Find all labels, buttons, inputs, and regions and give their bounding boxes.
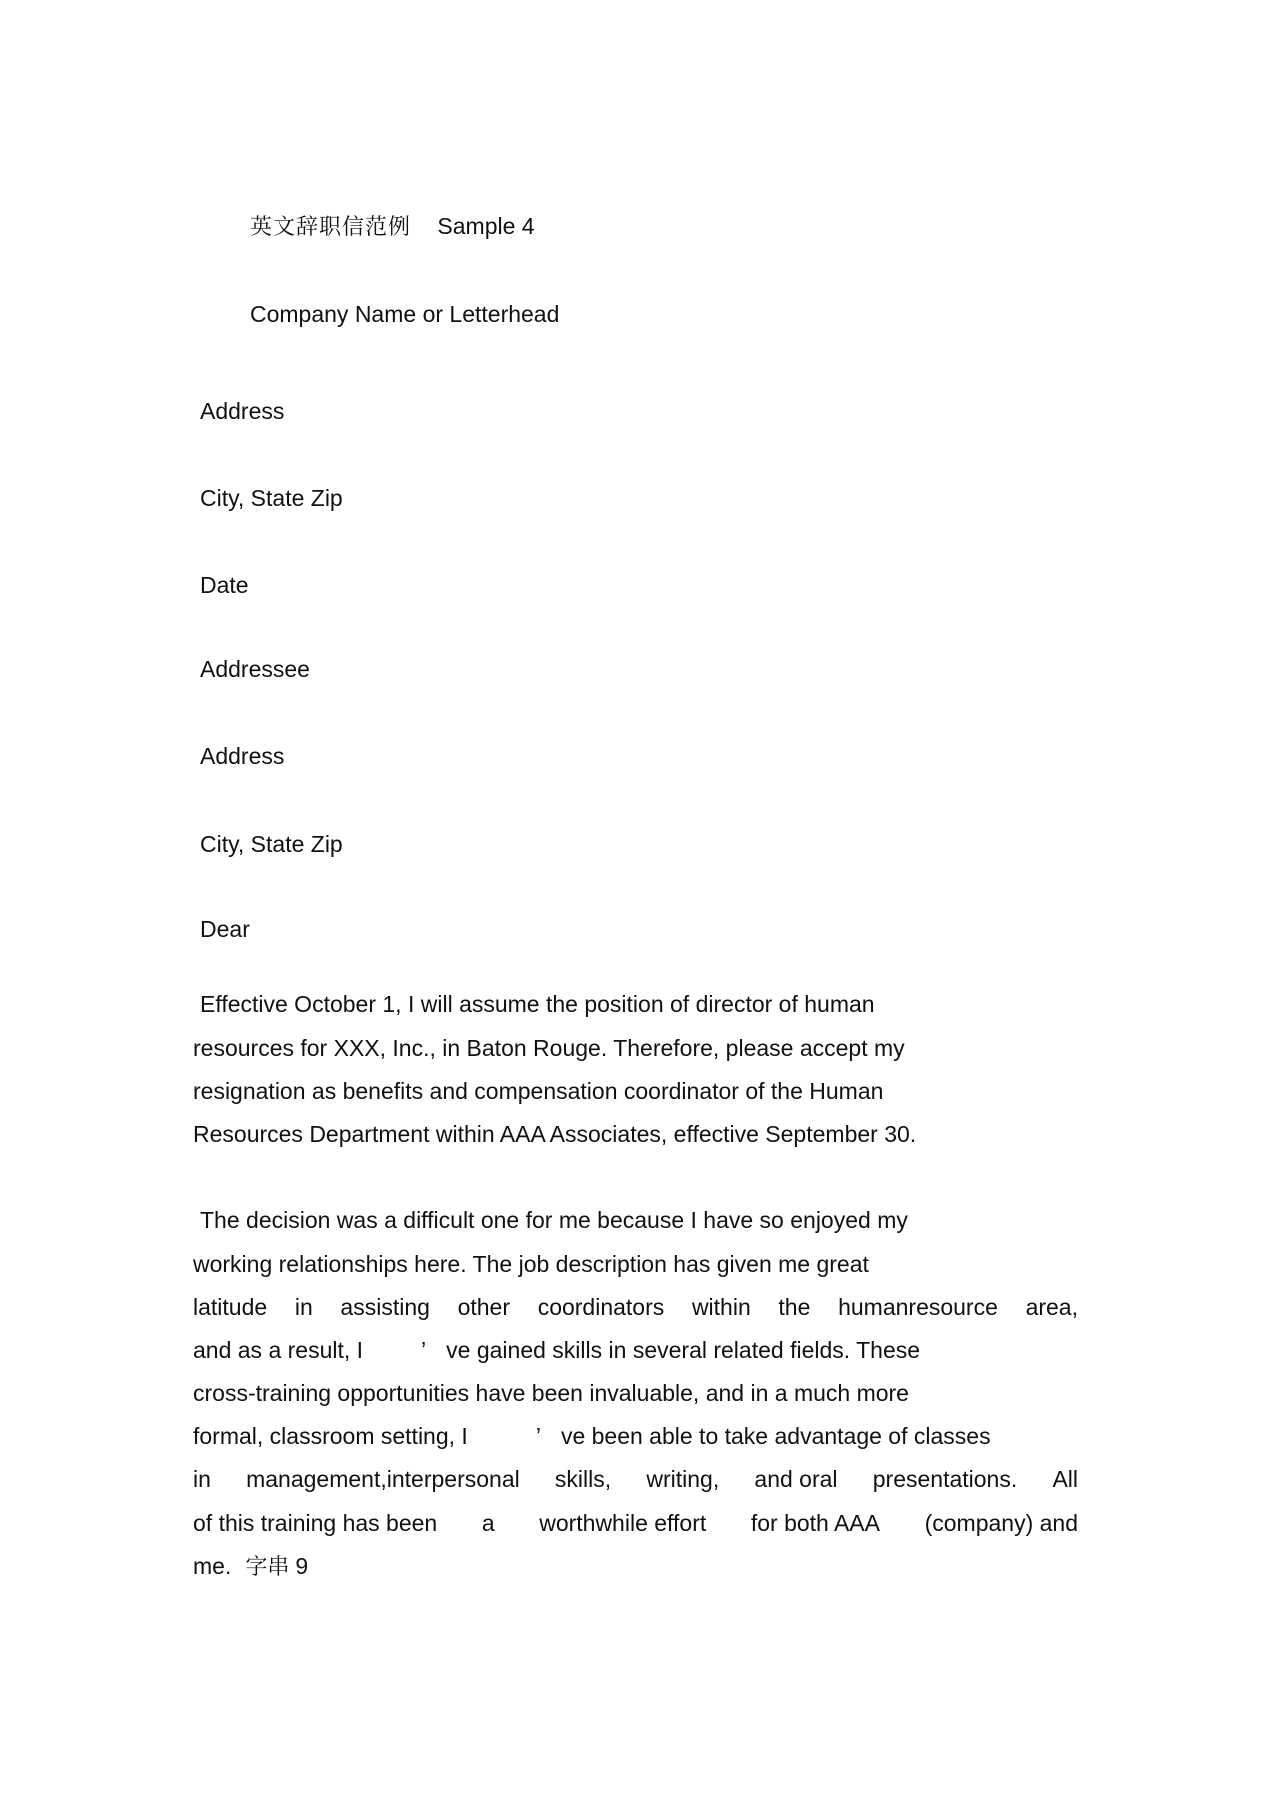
word: skills, [554,1466,612,1492]
word: coordinators [537,1294,665,1320]
paragraph1-line1: Effective October 1, I will assume the position of director of human [200,991,875,1017]
paragraph2-line7 [193,1465,1078,1493]
title-english: Sample 4 [437,213,535,239]
text-segment: of this training has been [193,1510,438,1536]
paragraph2-line8 [193,1509,1078,1537]
paragraph2-line2: working relationships here. The job description has given me great [193,1251,869,1277]
apostrophe: ’ [421,1337,427,1363]
word: within [691,1294,751,1320]
company-name: Company Name or Letterhead [250,301,560,327]
header-addressee: Addressee [200,656,310,682]
word: latitude [193,1294,268,1320]
word: writing, [646,1466,720,1492]
paragraph1-line4: Resources Department within AAA Associates, effective September 30. [193,1121,917,1147]
paragraph2-line9 [193,1552,308,1582]
paragraph1-line2: resources for XXX, Inc., in Baton Rouge. Therefore, please accept my [193,1035,905,1061]
text-segment: me. [193,1553,232,1579]
word: in [294,1294,313,1320]
word: other [457,1294,511,1320]
header-addressee-city: City, State Zip [200,831,343,857]
header-addressee-address: Address [200,743,285,769]
paragraph2-line4 [193,1336,920,1364]
word: in [193,1466,211,1492]
header-address: Address [200,398,285,424]
text-segment: ve gained skills in several related fields. These [446,1337,921,1363]
paragraph2-line5: cross-training opportunities have been invaluable, and in a much more [193,1380,909,1406]
word: humanresource [838,1294,998,1320]
text-segment: formal, classroom setting, I [193,1423,468,1449]
paragraph2-line3 [193,1293,1078,1321]
paragraph2-line6 [193,1422,991,1450]
text-segment: for both AAA [750,1510,880,1536]
word: assisting [340,1294,430,1320]
text-segment: 9 [295,1553,309,1579]
header-date: Date [200,572,249,598]
paragraph1-line3: resignation as benefits and compensation coordinator of the Human [193,1078,884,1104]
title-chinese: 英文辞职信范例 [250,215,412,240]
word: management,interpersonal [246,1466,520,1492]
text-segment: worthwhile effort [539,1510,707,1536]
document-title [250,212,535,242]
header-city-state-zip: City, State Zip [200,485,343,511]
text-segment: ve been able to take advantage of classes [560,1423,991,1449]
apostrophe: ’ [535,1423,541,1449]
text-segment: (company) and [924,1510,1078,1536]
text-segment: and as a result, I [193,1337,364,1363]
text-segment: a [481,1510,495,1536]
word: All [1052,1466,1078,1492]
paragraph2-line1: The decision was a difficult one for me because I have so enjoyed my [200,1207,908,1233]
word: area, [1025,1294,1078,1320]
word: and oral [754,1466,838,1492]
chinese-fragment: 字串 [245,1555,290,1580]
word: the [778,1294,811,1320]
salutation: Dear [200,916,250,942]
word: presentations. [872,1466,1018,1492]
